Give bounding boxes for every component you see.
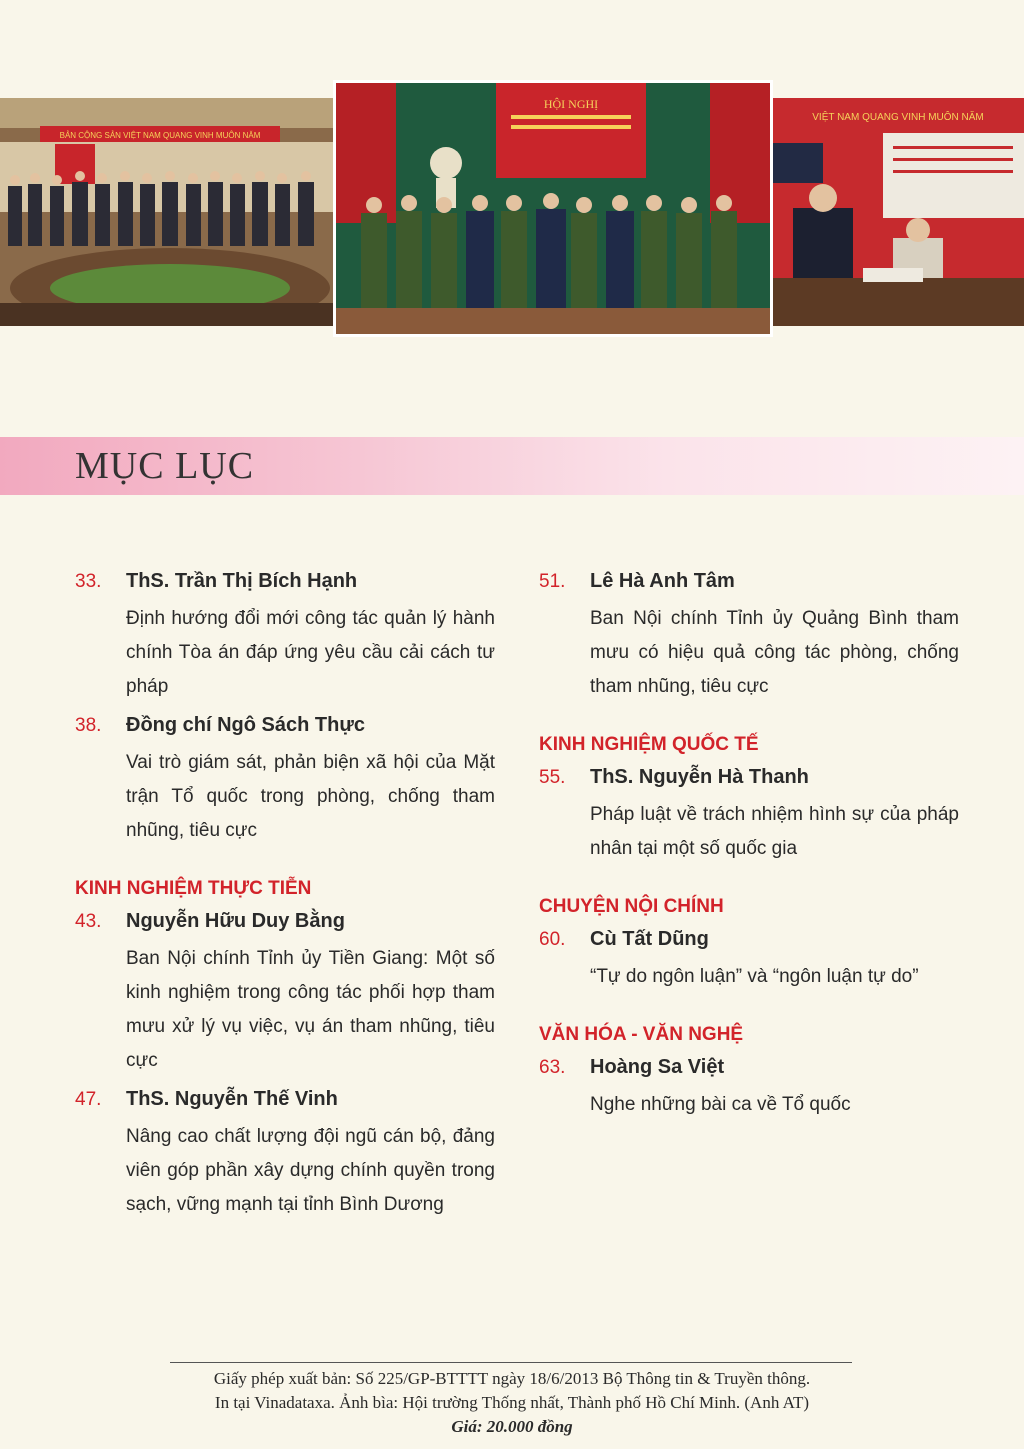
meeting-photo-center <box>333 80 773 337</box>
article-title: Nghe những bài ca về Tổ quốc <box>590 1094 851 1115</box>
page-number: 55. <box>539 767 566 788</box>
article-title: Pháp luật về trách nhiệm hình sự của pháp nhân tại một số quốc gia <box>590 804 959 859</box>
page-number: 63. <box>539 1057 566 1078</box>
toc-entry[interactable] <box>539 570 959 704</box>
meeting-photo-right <box>773 98 1024 326</box>
article-title: “Tự do ngôn luận” và “ngôn luận tự do” <box>590 966 919 987</box>
section-heading: VĂN HÓA - VĂN NGHỆ <box>539 1024 744 1045</box>
section-heading: KINH NGHIỆM THỰC TIỄN <box>75 878 312 899</box>
article-author: Đồng chí Ngô Sách Thực <box>126 714 365 736</box>
toc-column-left <box>75 570 495 1232</box>
toc-column-right <box>539 570 959 1132</box>
page-number: 60. <box>539 929 566 950</box>
article-author: Hoàng Sa Việt <box>590 1056 725 1078</box>
article-title: Ban Nội chính Tỉnh ủy Tiền Giang: Một số kinh nghiệm trong công tác phối hợp tham mưu xử lý vụ việc, vụ án tham nhũng, tiêu cực <box>126 948 495 1071</box>
page-number: 47. <box>75 1089 102 1110</box>
photo-left-banner: BẢN CỘNG SẢN VIỆT NAM QUANG VINH MUÔN NĂM <box>59 131 261 140</box>
article-author: Cù Tất Dũng <box>590 928 709 950</box>
footer-divider <box>170 1362 852 1363</box>
license-line: Giấy phép xuất bản: Số 225/GP-BTTTT ngày 18/6/2013 Bộ Thông tin & Truyền thông. <box>213 1369 811 1388</box>
page-number: 33. <box>75 571 102 592</box>
article-author: ThS. Nguyễn Hà Thanh <box>590 766 809 788</box>
toc-entry[interactable] <box>75 910 495 1078</box>
article-title: Vai trò giám sát, phản biện xã hội của Mặt trận Tổ quốc trong phòng, chống tham nhũng, tiêu cực <box>126 752 495 841</box>
page-title: MỤC LỤC <box>75 445 255 487</box>
page-number: 51. <box>539 571 566 592</box>
toc-entry[interactable] <box>75 570 495 704</box>
toc-entry[interactable] <box>539 766 959 866</box>
article-title: Định hướng đổi mới công tác quản lý hành chính Tòa án đáp ứng yêu cầu cải cách tư pháp <box>126 608 495 697</box>
page-number: 38. <box>75 715 102 736</box>
article-title: Ban Nội chính Tỉnh ủy Quảng Bình tham mưu có hiệu quả công tác phòng, chống tham nhũng, tiêu cực <box>590 608 959 697</box>
article-author: ThS. Trần Thị Bích Hạnh <box>126 570 358 592</box>
photo-mid-banner: HỘI NGHỊ <box>543 97 599 111</box>
toc-entry[interactable] <box>75 714 495 848</box>
meeting-photo-left <box>0 98 333 326</box>
publication-footer <box>0 1367 1024 1439</box>
page-number: 43. <box>75 911 102 932</box>
article-title: Nâng cao chất lượng đội ngũ cán bộ, đảng viên góp phần xây dựng chính quyền trong sạch, vững mạnh tại tỉnh Bình Dương <box>126 1126 495 1215</box>
section-heading: KINH NGHIỆM QUỐC TẾ <box>539 734 759 755</box>
article-author: ThS. Nguyễn Thế Vinh <box>126 1088 338 1110</box>
toc-entry[interactable] <box>75 1088 495 1222</box>
print-line: In tại Vinadataxa. Ảnh bìa: Hội trường Thống nhất, Thành phố Hồ Chí Minh. (Anh AT) <box>214 1393 810 1412</box>
toc-entry[interactable] <box>539 1056 959 1122</box>
section-heading: CHUYỆN NỘI CHÍNH <box>539 896 724 917</box>
price-line: Giá: 20.000 đồng <box>451 1417 573 1436</box>
photo-right-banner: VIỆT NAM QUANG VINH MUÔN NĂM <box>812 112 984 123</box>
article-author: Nguyễn Hữu Duy Bằng <box>126 910 345 932</box>
article-author: Lê Hà Anh Tâm <box>590 570 735 592</box>
toc-entry[interactable] <box>539 928 959 994</box>
